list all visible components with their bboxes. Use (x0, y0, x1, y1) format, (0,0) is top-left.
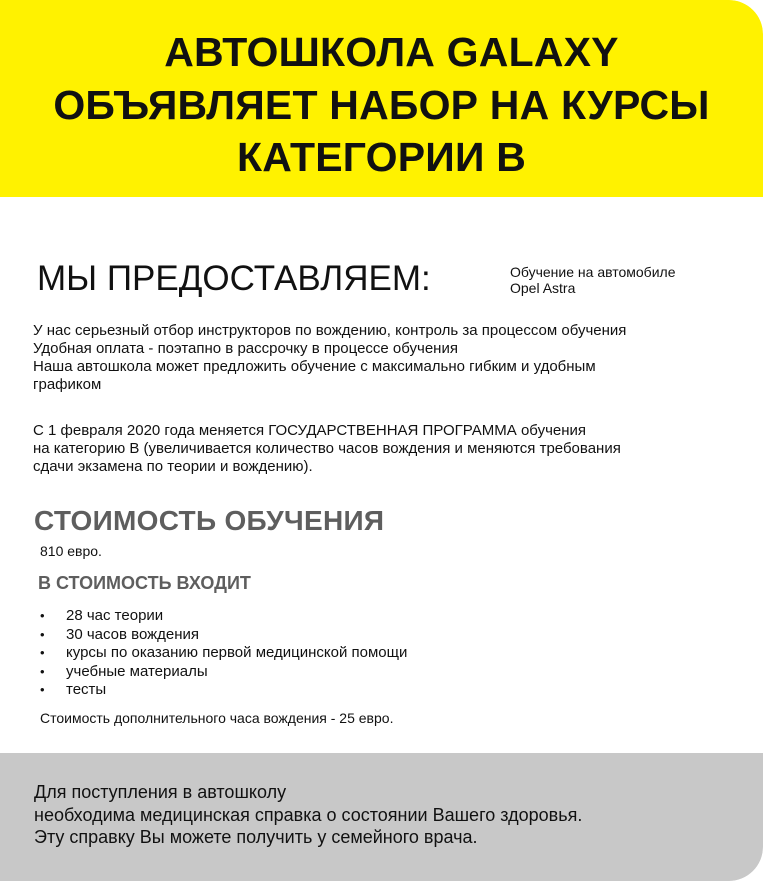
program-line-2: на категорию В (увеличивается количество часов вождения и меняются требования (33, 440, 621, 457)
bullet-icon: • (40, 645, 45, 660)
header-title-line-2: ОБЪЯВЛЯЕТ НАБОР НА КУРСЫ (53, 82, 710, 128)
intro-line-1: У нас серьезный отбор инструкторов по вождению, контроль за процессом обучения (33, 322, 627, 339)
intro-line-4: графиком (33, 376, 102, 393)
intro-paragraph (33, 322, 713, 394)
program-line-1: С 1 февраля 2020 года меняется ГОСУДАРСТВЕННАЯ ПРОГРАММА обучения (33, 422, 587, 439)
list-item-text: курсы по оказанию первой медицинской помощи (66, 644, 408, 661)
list-item (38, 663, 407, 682)
footer-line-2: необходима медицинская справка о состоянии Вашего здоровья. (34, 804, 583, 825)
car-note (510, 264, 675, 296)
header-title-line-1: АВТОШКОЛА GALAXY (164, 29, 619, 75)
bullet-icon: • (40, 663, 45, 679)
list-item-text: учебные материалы (66, 662, 208, 680)
car-note-line-1: Обучение на автомобиле (510, 264, 676, 280)
footer-line-3: Эту справку Вы можете получить у семейного врача. (34, 827, 478, 847)
provide-heading: МЫ ПРЕДОСТАВЛЯЕМ: (37, 259, 431, 298)
bullet-icon: • (40, 682, 45, 697)
price-heading: СТОИМОСТЬ ОБУЧЕНИЯ (34, 505, 385, 536)
list-item-text: 28 час теории (66, 607, 164, 624)
intro-line-2: Удобная оплата - поэтапно в рассрочку в процессе обучения (33, 340, 458, 357)
list-item-text: тесты (66, 681, 107, 698)
header-banner (0, 0, 763, 197)
list-item-text: 30 часов вождения (66, 625, 200, 643)
extra-hour-price: Стоимость дополнительного часа вождения - 25 евро. (40, 710, 394, 726)
includes-heading: В СТОИМОСТЬ ВХОДИТ (38, 573, 251, 593)
list-item (38, 626, 407, 645)
list-item (38, 681, 407, 700)
list-item (38, 607, 407, 626)
car-note-line-2: Opel Astra (510, 280, 576, 296)
bullet-icon: • (40, 608, 45, 623)
includes-list (38, 607, 407, 700)
list-item (38, 644, 407, 663)
price-value: 810 евро. (40, 543, 102, 559)
intro-line-3: Наша автошкола может предложить обучение с максимально гибким и удобным (33, 358, 596, 375)
footer-banner (0, 753, 763, 881)
footer-line-1: Для поступления в автошколу (34, 782, 287, 802)
bullet-icon: • (40, 626, 45, 642)
header-title-line-3: КАТЕГОРИИ В (236, 134, 527, 180)
program-line-3: сдачи экзамена по теории и вождению). (33, 458, 313, 475)
program-paragraph (33, 422, 713, 476)
footer-text (34, 781, 734, 849)
